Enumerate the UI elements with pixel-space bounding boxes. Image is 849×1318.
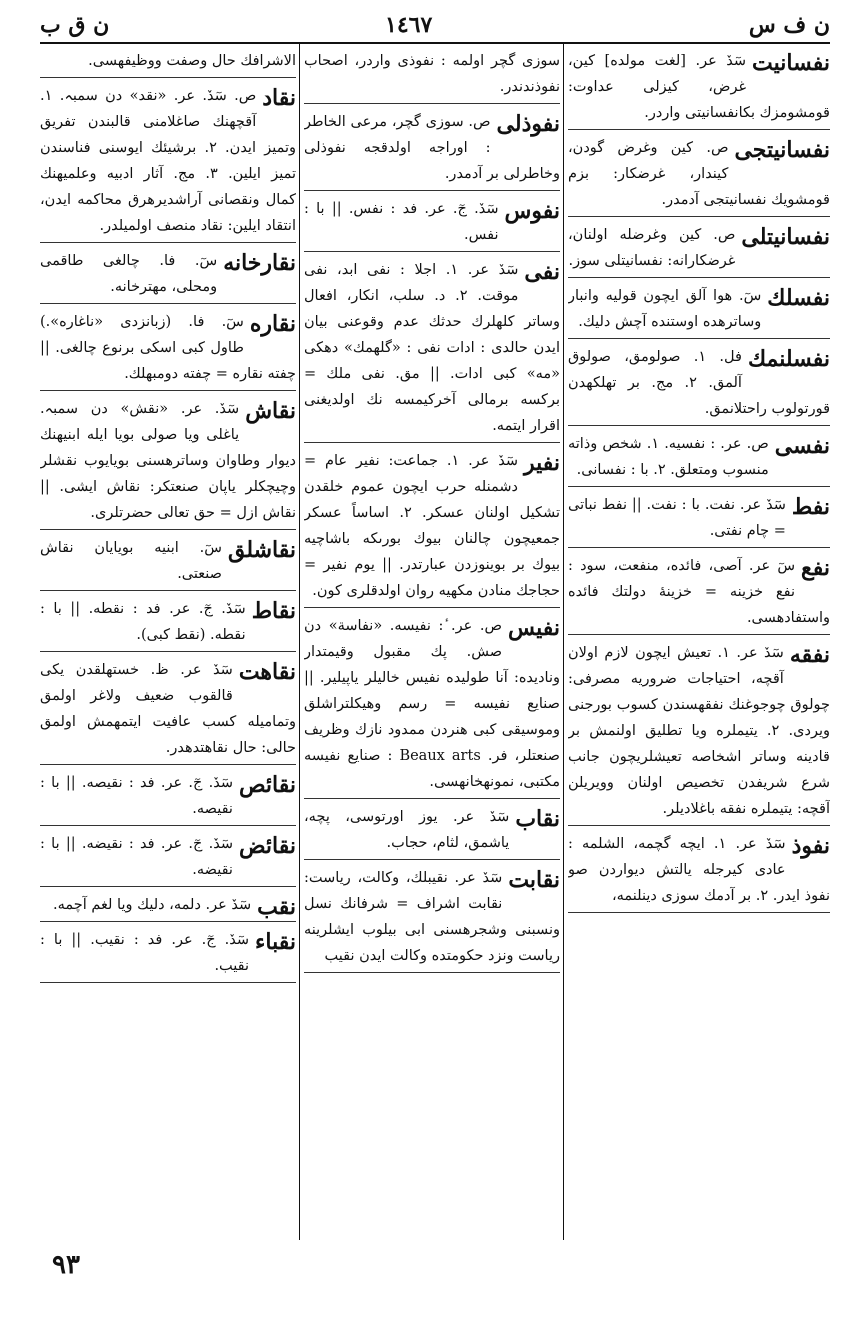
entry-headword: نفير	[523, 450, 560, 476]
dictionary-entry	[304, 804, 560, 860]
entry-definition: سٓدٚ عر. [لغت مولده] كين، غرض، كيزلى عداوت: قومشومزك بكانفسانيتى واردر.	[568, 53, 830, 121]
dictionary-entry	[568, 48, 830, 130]
entry-headword: نقباء	[255, 929, 296, 955]
entry-definition: سٓ. هوا آلق ايچون قوليه وانبار وساترهده اوستنده آچش دليك.	[568, 288, 762, 330]
entry-definition: سٓدٚ. عر. «نقش» دن سمبہ. ياغلى ويا صولى بويا ايله ابنيهنك ديوار وطاوان وساترهسنى بويايوب نقشلر وچيچكلر ياپان صنعتكر: نقاش ايشى. || نقاش ازل = حق تعالى حضرتلرى.	[40, 401, 296, 521]
page-header	[40, 8, 830, 40]
dictionary-entry	[40, 892, 296, 922]
header-left: ن ق ب	[40, 12, 110, 38]
entry-definition: فل. ١. صولومق، صولوق آلمق. ٢. مج. بر تهلكهدن قورتولوب راحتلانمق.	[568, 349, 830, 417]
dictionary-entry	[568, 431, 830, 487]
entry-definition: سٓدٚ. جٓ. عر. فد : نقيب. || با : نقيب.	[40, 932, 250, 974]
entry-definition: سٓ. فا. (زبانزدى «ناغاره».) طاول كبى اسكى برنوع چالغى. || چفته نقاره = چفته دومبهلك.	[40, 314, 296, 382]
entry-definition: ص. عر. : نفسيه. ١. شخص وذاته منسوب ومتعلق. ٢. با : نفسانى.	[568, 436, 769, 478]
entry-headword: نقائص	[238, 772, 296, 798]
entry-headword: نقاد	[262, 85, 296, 111]
entry-headword: نقاش	[245, 398, 296, 424]
dictionary-entry	[304, 613, 560, 799]
dictionary-entry	[568, 344, 830, 426]
entry-definition: ص. سوزى گچر، مرعى الخاطر : اوراجه اولدقجه نفوذلى وخاطرلى بر آدمدر.	[304, 114, 560, 182]
entry-headword: نقاب	[515, 806, 560, 832]
dictionary-entry	[40, 596, 296, 652]
dictionary-entry	[568, 640, 830, 826]
dictionary-entry	[304, 448, 560, 608]
header-page-number: ١٤٦٧	[385, 12, 433, 38]
entry-definition: سٓدٚ عر. ظ. خستهلقدن يكى قالقوب ضعيف ولاغر اولمق وتماميله كسب عافيت ايتمهمش اولمق حالى: حال نقاهتدهدر.	[40, 662, 296, 756]
dictionary-entry	[568, 222, 830, 278]
entry-headword: نقائض	[238, 833, 296, 859]
entry-definition: سٓ. ابنيه بويايان نقاش صنعتى.	[40, 540, 222, 582]
header-right: ن ف س	[748, 12, 830, 38]
column-left	[40, 48, 296, 1238]
dictionary-entry	[304, 109, 560, 191]
entry-definition: سٓدٚ. جٓ. عر. فد : نقيضه. || با : نقيضه.	[40, 836, 233, 878]
footer-page-number: ٩٣	[52, 1250, 80, 1280]
entry-headword: نقارخانه	[223, 250, 296, 276]
dictionary-entry	[568, 492, 830, 548]
entry-headword: نفى	[524, 259, 560, 285]
dictionary-entry	[304, 257, 560, 443]
entry-headword: نفوس	[504, 198, 560, 224]
entry-headword: نفقه	[789, 642, 830, 668]
entry-definition: سٓدٚ. جٓ. عر. فد : نقطه. || با : نقطه. (نقط كبى).	[40, 601, 246, 643]
entry-definition: سٓدٚ عر. نفت. با : نفت. || نفط نباتى = چام نفتى.	[568, 497, 786, 539]
dictionary-entry	[40, 48, 296, 78]
header-rule	[40, 42, 830, 44]
dictionary-entry	[40, 770, 296, 826]
entry-definition: ص. كين وغرض گودن، كيندار، غرضكار: بزم قومشويك نفسانيتجى آدمدر.	[568, 140, 830, 208]
entry-definition: سوزى گچر اولمه : نفوذى واردر، اصحاب نفوذندندر.	[304, 53, 560, 95]
entry-headword: نقاره	[249, 311, 296, 337]
dictionary-entry	[568, 283, 830, 339]
dictionary-entry	[568, 553, 830, 635]
entry-definition: سٓدٚ عر. يوز اورتوسى، پچه، ياشمق، لثام، حجاب.	[304, 809, 510, 851]
entry-definition: سٓدٚ عر. ١. اجلا : نفى ابد، نفى موقت. ٢. د. سلب، انكار، افعال وساتر كلهلرك حدثك عدم وقوعنى بيان ايدن حالدى : ادات نفى : «گلهمك» دهكى «مه» كبى ادات. || مق. نفى ملك = بركسه برمالى آخركيمسه نك اولديغنى اقرار ايتمه.	[304, 262, 560, 434]
dictionary-entry	[568, 135, 830, 217]
dictionary-entry	[568, 831, 830, 913]
column-divider	[563, 44, 564, 1240]
entry-headword: نفوذلى	[496, 111, 560, 137]
entry-definition: سٓدٚ عر. دلمه، دليك ويا لغم آچمه.	[53, 897, 252, 913]
dictionary-entry	[304, 196, 560, 252]
entry-headword: نفع	[801, 555, 830, 581]
entry-definition: سٓ عر. آصى، فائده، منفعت، سود : نفع خزينه = خزينهٔ دولتك فائده واستفادهسى.	[568, 558, 830, 626]
entry-headword: نفيس	[508, 615, 560, 641]
entry-headword: نفوذ	[791, 833, 830, 859]
entry-definition: سٓدٚ عر. ١. ايچه گچمه، الشلمه : عادى كيرجله يالتش ديواردن صو نفوذ ايدر. ٢. بر آدمك سوزى دينلنمه،	[568, 836, 830, 904]
dictionary-entry	[40, 248, 296, 304]
dictionary-entry	[40, 83, 296, 243]
column-center	[304, 48, 560, 1238]
entry-headword: نفسانيتجى	[734, 137, 830, 163]
entry-headword: نقابت	[508, 867, 560, 893]
entry-definition: سٓدٚ عر. ١. جماعت: نفير عام = دشمنله حرب ايچون عموم خلقدن تشكيل اولنان عسكر. ٢. اساساً عسكر جمعيچون چالنان بيوك بورىكه باشاچيه بيوك بر بوينوزدن عبارتدر. || يوم نفير = حجاجك منادن مكهيه روان اولدقلرى كون.	[304, 453, 560, 599]
dictionary-entry	[40, 657, 296, 765]
entry-definition: ص. كين وغرضله اولنان، غرضكارانه: نفسانيتلى سوز.	[568, 227, 736, 269]
entry-headword: نفسلك	[767, 285, 830, 311]
column-divider	[299, 44, 300, 1240]
entry-definition: سٓدٚ عر. ١. تعيش ايچون لازم اولان آقچه، احتياجات ضروريه مصرفى: چولوق چوجوغنك نفقهسندن كسوب بورجنى ويردى. ٢. يتيملره ويا تطليق اولنمش بر قادينه وساتر اشخاصه تعيشلريچون جانب شرع شريفدن تخصيص اولنان وويريلن آقچه: يتيملره نفقه باغلاديلر.	[568, 645, 830, 817]
entry-headword: نفط	[791, 494, 830, 520]
entry-definition: سٓدٚ عر. نقيبلك، وكالت، رياست: نقابت اشراف = شرفانك نسل ونسبنى وشجرهسنى ابى بيلوب ايشلرينه رياست ونزد حكومتده وكالت ايدن نقيب	[304, 870, 560, 964]
entry-definition: ص. عر. ٔ: نفيسه. «نفاسة» دن صش. پك مقبول وقيمتدار ونادیده: آنا طوليده نفيس خاليلر ياپيلير. || صنايع نفيسه = رسم وهيكلتراشلق وموسيقى كبى هنردن ممدود نازك وظريف صنعتلر، فر. Beaux arts : صنايع نفيسه مكتبى، نمونهخانهسى.	[304, 618, 560, 790]
entry-headword: نقب	[257, 894, 296, 920]
dictionary-entry	[40, 535, 296, 591]
entry-headword: نفسى	[774, 433, 830, 459]
entry-headword: نقاهت	[238, 659, 296, 685]
dictionary-entry	[40, 927, 296, 983]
entry-definition: الاشرافك حال وصفت ووظيفهسى.	[88, 53, 296, 69]
column-right	[568, 48, 830, 1238]
entry-headword: نفسانيتلى	[741, 224, 830, 250]
entry-definition: سٓدٚ. جٓ. عر. فد : نفس. || با : نفس.	[304, 201, 499, 243]
entry-headword: نفسانيت	[752, 50, 830, 76]
entry-headword: نقاشلق	[227, 537, 296, 563]
entry-headword: نقاط	[251, 598, 296, 624]
dictionary-entry	[304, 865, 560, 973]
entry-definition: سٓدٚ. جٓ. عر. فد : نقيصه. || با : نقيصه.	[40, 775, 233, 817]
dictionary-entry	[304, 48, 560, 104]
dictionary-entry	[40, 309, 296, 391]
dictionary-entry	[40, 831, 296, 887]
dictionary-entry	[40, 396, 296, 530]
entry-headword: نفسلنمك	[747, 346, 830, 372]
entry-definition: ص. سٓدٚ. عر. «نقد» دن سمبہ. ١. آقچهنك صاغلامنى قالبندن تفريق وتميز ايدن. ٢. برشيئك ايوسنى فناسندن تميز ايلين. ٣. مج. آثار ادبيه وعلميهنك كمال ونقصانى آراشديرهرق محاكمه ايدن، انتقاد ايلين: نقاد منصف اولميلدر.	[40, 88, 296, 234]
entry-definition: سٓ. فا. چالغى طاقمى ومحلى، مهترخانه.	[40, 253, 218, 295]
